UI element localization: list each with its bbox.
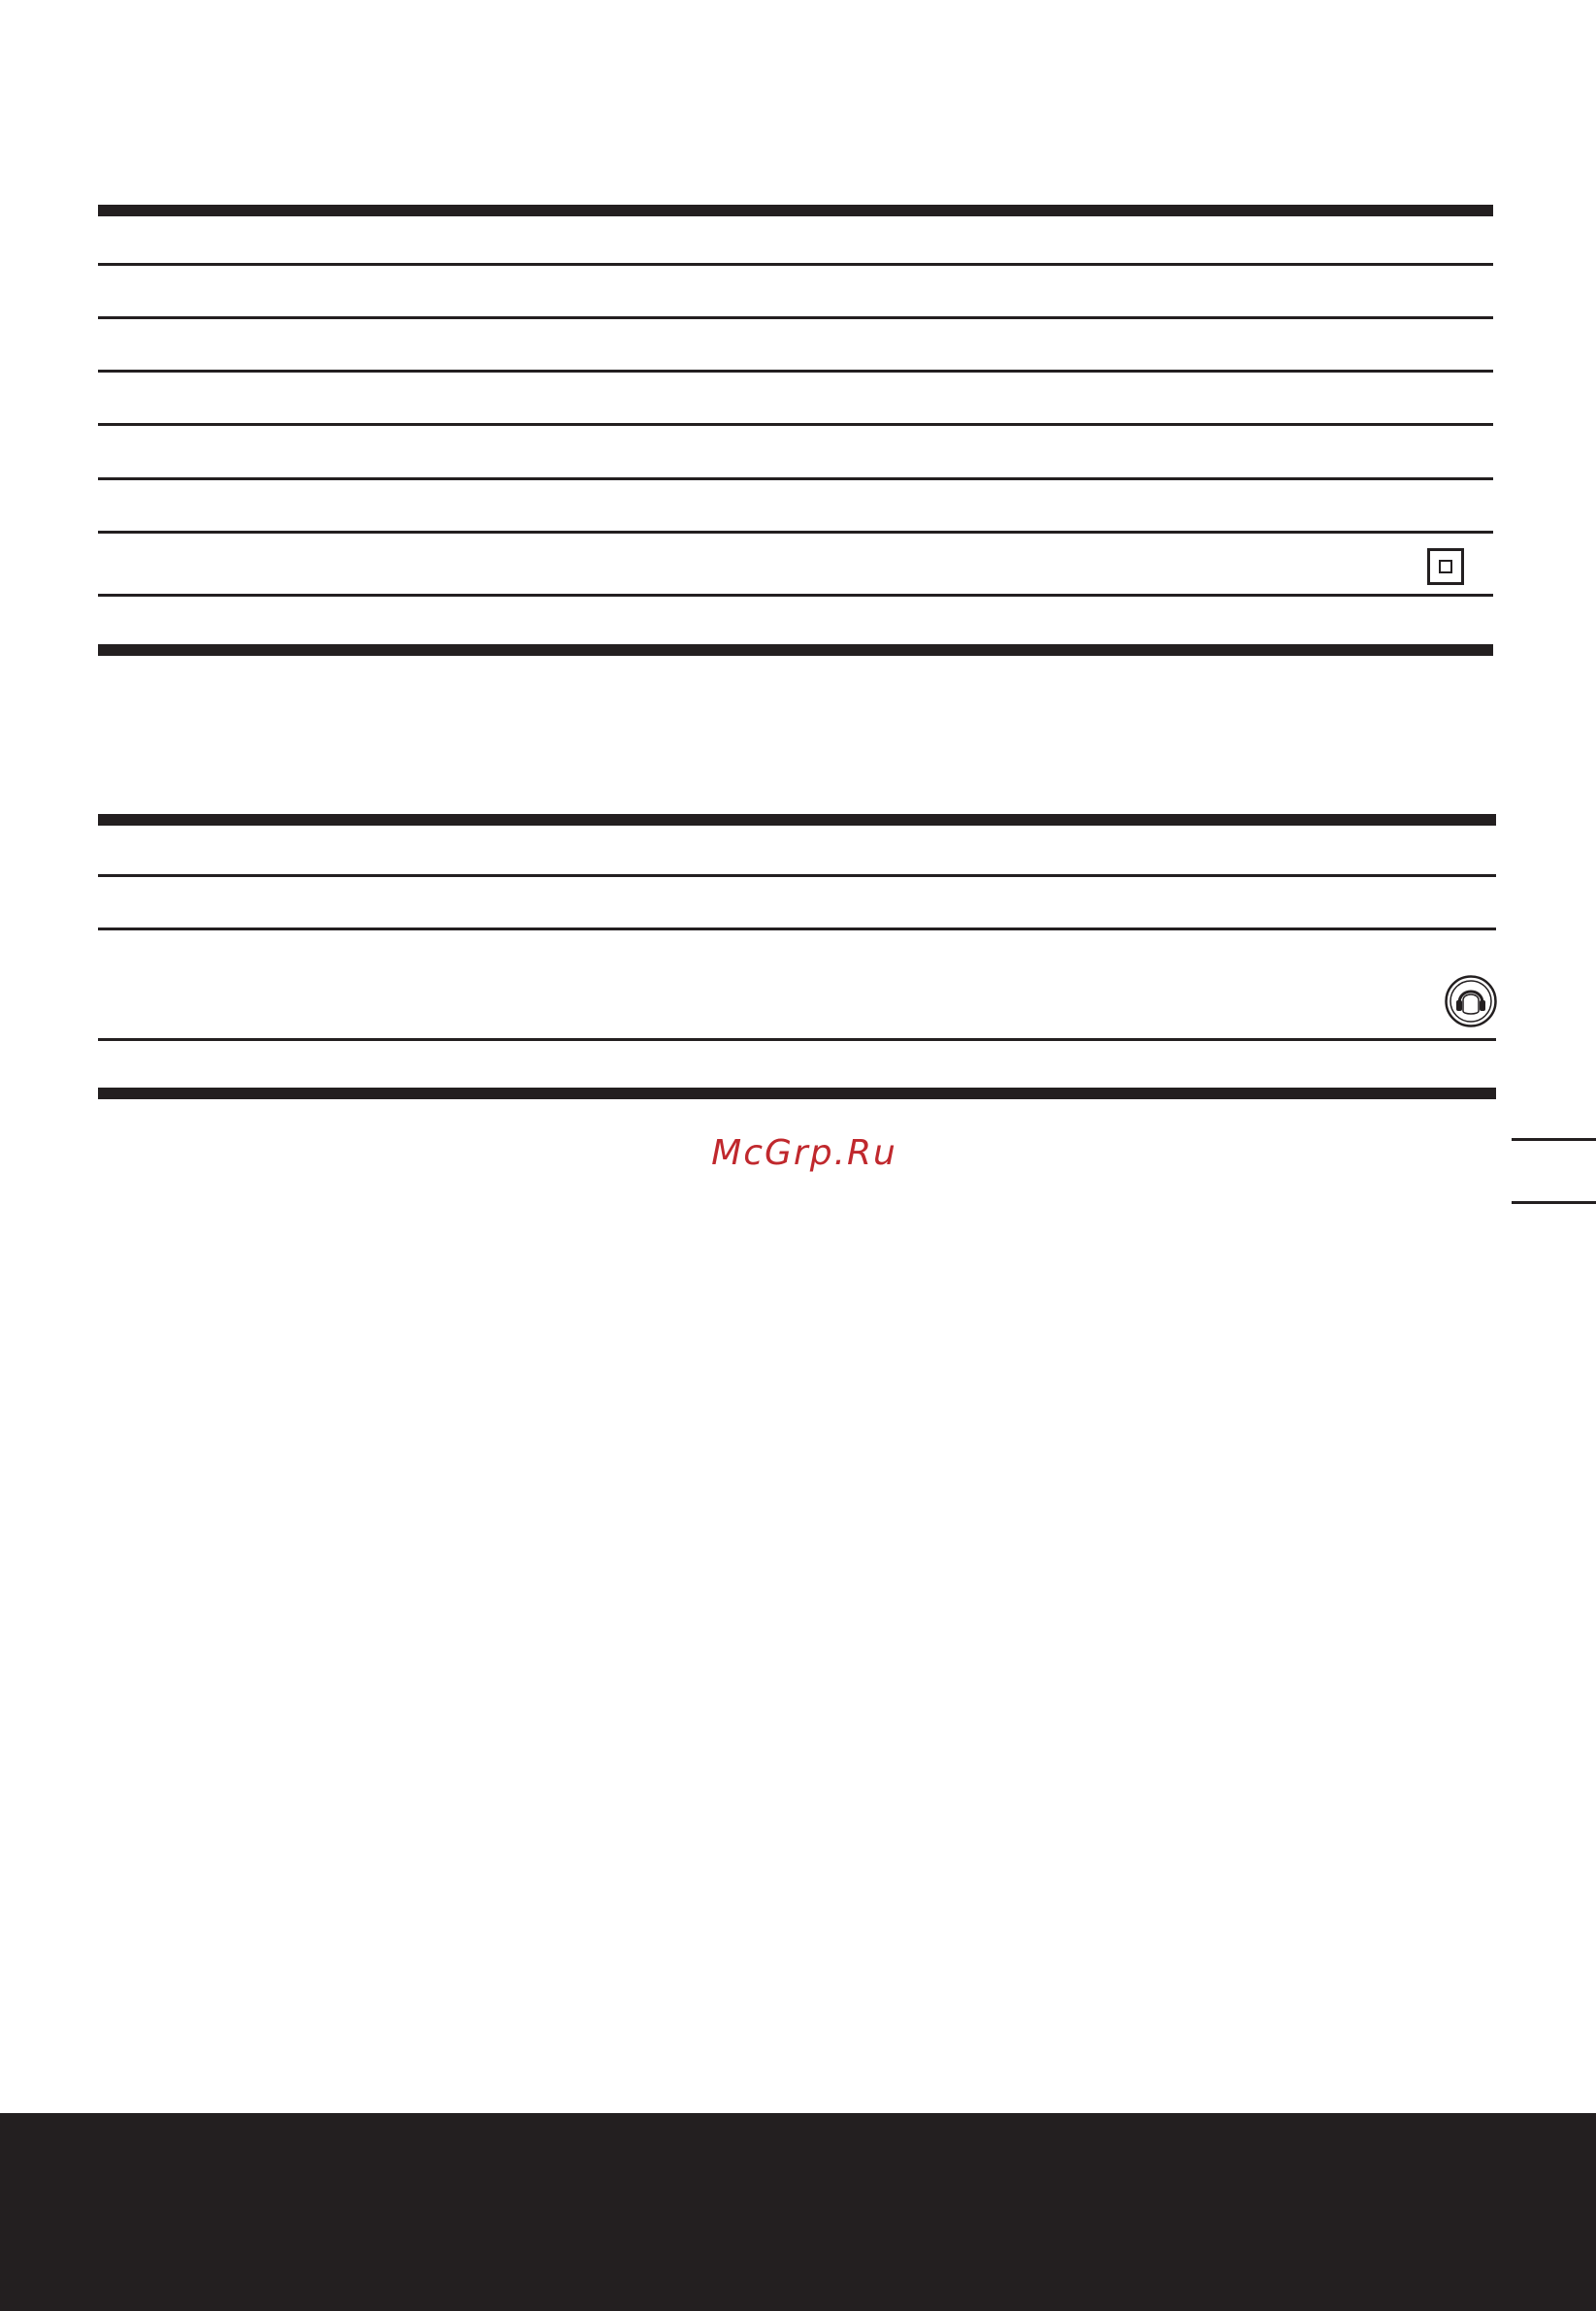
table-2-row-divider (98, 874, 1496, 877)
edge-tab-mark-bottom (1512, 1201, 1596, 1204)
table-1-row-divider (98, 316, 1493, 319)
table-2-row-divider (98, 928, 1496, 930)
table-2-top-rule (98, 814, 1496, 826)
table-2-row-divider (98, 1038, 1496, 1041)
edge-tab-mark-top (1512, 1138, 1596, 1141)
double-insulation-class-ii-icon (1427, 548, 1464, 585)
ear-protection-icon (1444, 974, 1498, 1028)
table-1-top-rule (98, 205, 1493, 216)
table-1-row-divider (98, 263, 1493, 266)
watermark: McGrp.Ru (711, 1133, 897, 1173)
table-2-bottom-rule (98, 1088, 1496, 1099)
table-1-row-divider (98, 370, 1493, 373)
table-1-row-divider (98, 594, 1493, 597)
table-1-row-divider (98, 423, 1493, 426)
table-1-bottom-rule (98, 644, 1493, 656)
table-1-row-divider (98, 477, 1493, 480)
table-1-row-divider (98, 531, 1493, 534)
footer-band (0, 2113, 1596, 2311)
